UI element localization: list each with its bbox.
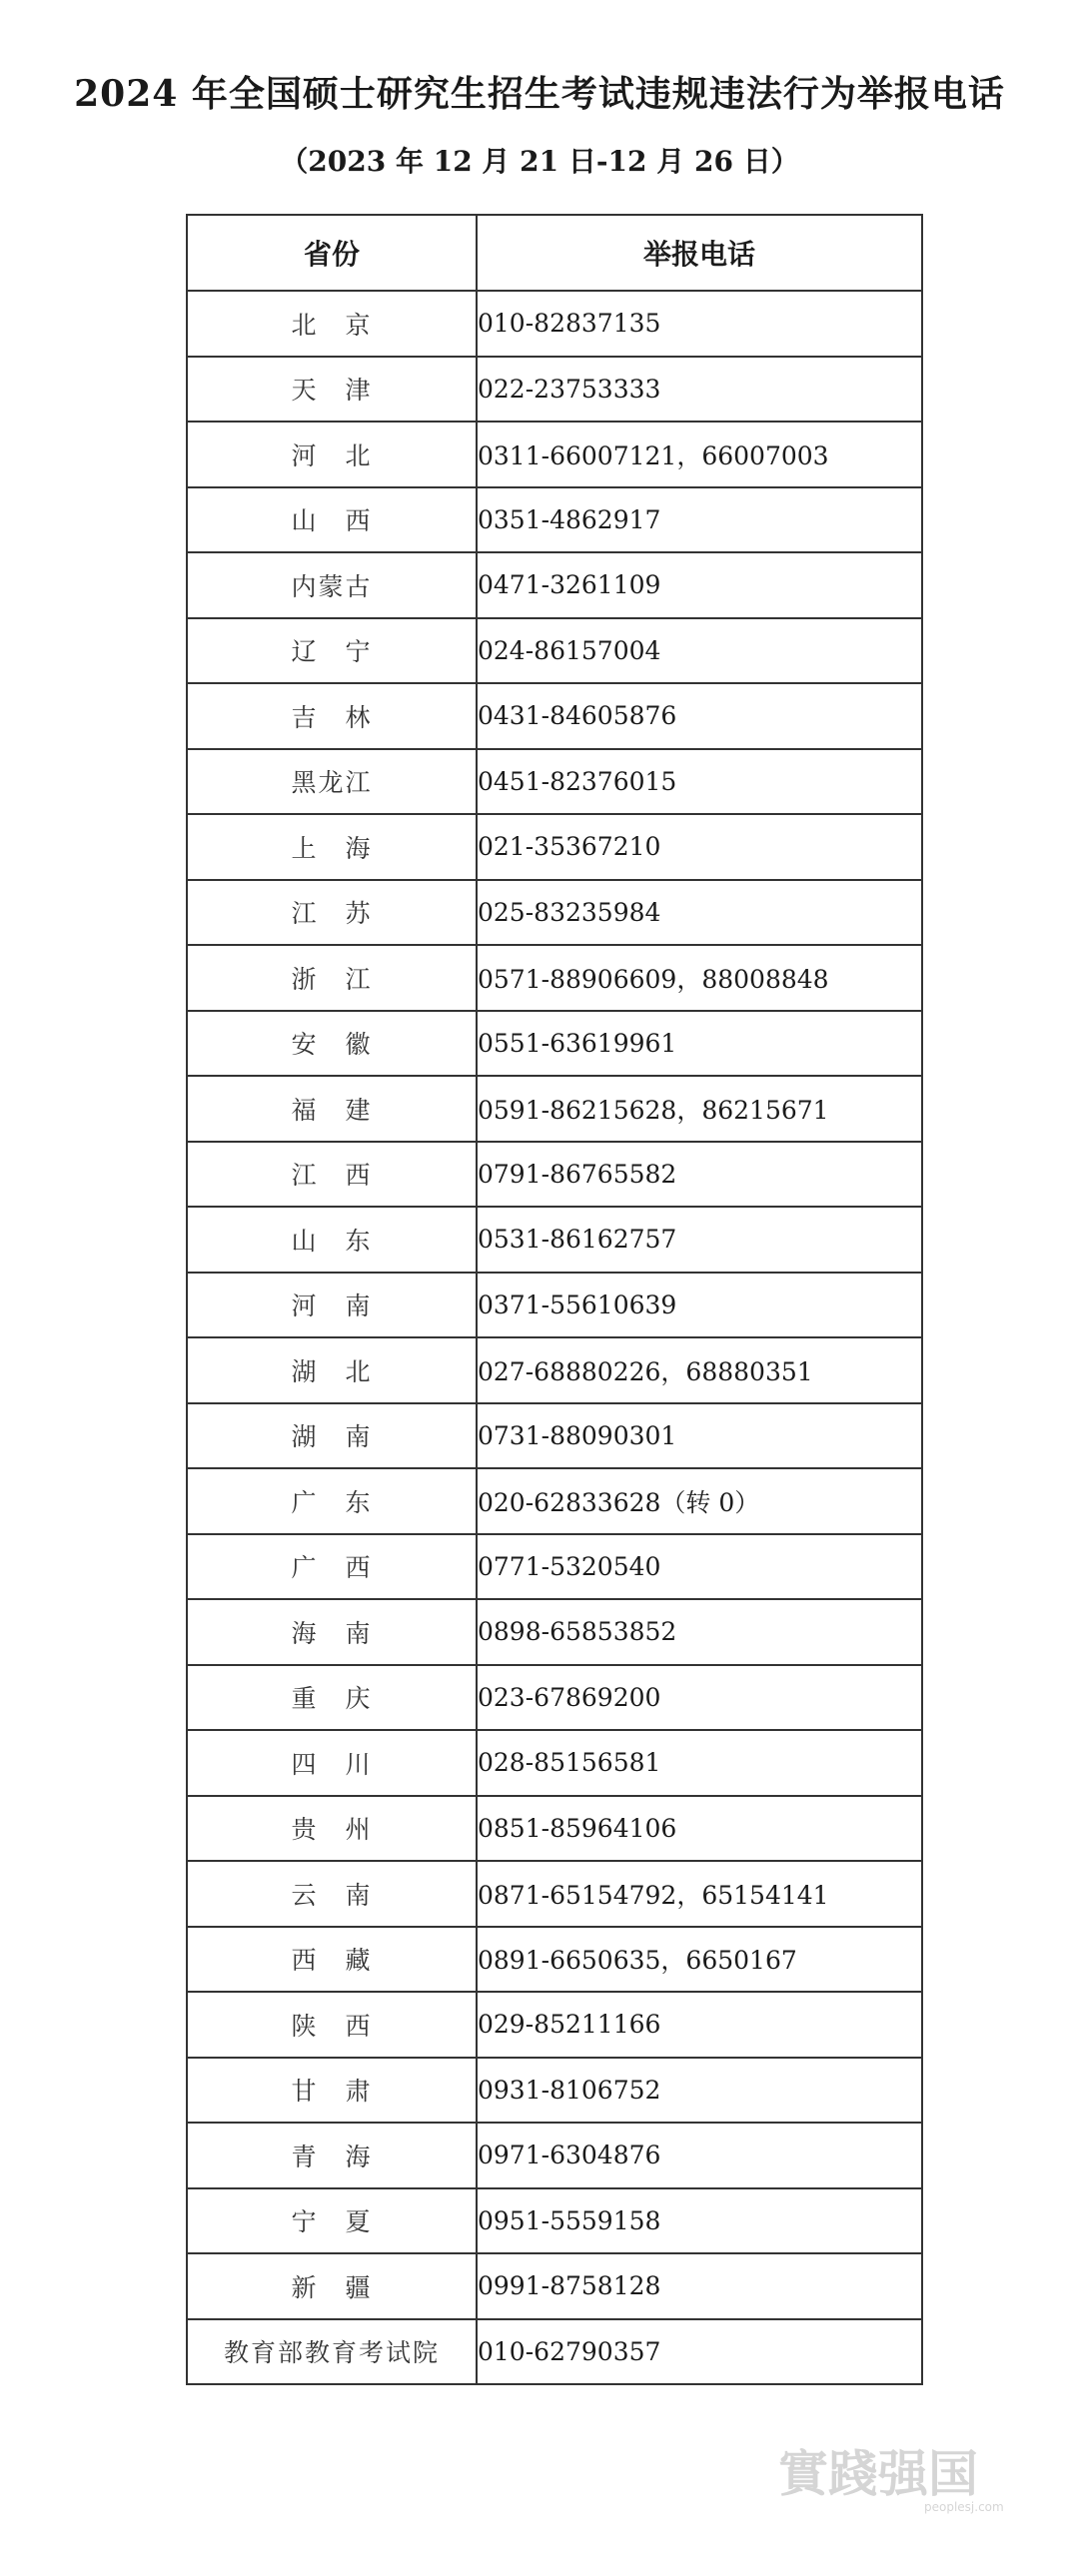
province-cell: 陕 西 xyxy=(187,1992,477,2058)
province-cell: 山 东 xyxy=(187,1207,477,1273)
table-row xyxy=(187,1665,922,1731)
date-range-subtitle: （2023 年 12 月 21 日-12 月 26 日） xyxy=(280,145,799,178)
province-cell: 湖 北 xyxy=(187,1337,477,1403)
table-row xyxy=(187,1534,922,1600)
province-cell: 吉 林 xyxy=(187,683,477,749)
phone-cell: 0731-88090301 xyxy=(477,1403,922,1469)
province-cell: 宁 夏 xyxy=(187,2188,477,2254)
province-cell: 内蒙古 xyxy=(187,552,477,618)
svg-text:peoplesj.com: peoplesj.com xyxy=(924,2500,1004,2514)
table-row xyxy=(187,1599,922,1665)
province-cell: 海 南 xyxy=(187,1599,477,1665)
table-row xyxy=(187,683,922,749)
table-row xyxy=(187,1207,922,1273)
province-cell: 新 疆 xyxy=(187,2253,477,2319)
phone-cell: 0951-5559158 xyxy=(477,2188,922,2254)
table-row xyxy=(187,814,922,880)
province-cell: 浙 江 xyxy=(187,945,477,1011)
province-cell: 江 苏 xyxy=(187,880,477,946)
table-row xyxy=(187,1468,922,1534)
phone-cell: 0371-55610639 xyxy=(477,1273,922,1338)
phone-cell: 010-62790357 xyxy=(477,2319,922,2385)
province-cell: 北 京 xyxy=(187,291,477,357)
table-row xyxy=(187,749,922,815)
table-row xyxy=(187,291,922,357)
province-cell: 教育部教育考试院 xyxy=(187,2319,477,2385)
table-row xyxy=(187,2058,922,2124)
province-cell: 辽 宁 xyxy=(187,618,477,684)
table-row xyxy=(187,552,922,618)
phone-cell: 0771-5320540 xyxy=(477,1534,922,1600)
phone-cell: 0931-8106752 xyxy=(477,2058,922,2124)
phone-cell: 021-35367210 xyxy=(477,814,922,880)
hotline-table xyxy=(186,214,923,2385)
phone-cell: 0451-82376015 xyxy=(477,749,922,815)
table-row xyxy=(187,1337,922,1403)
table-header-row xyxy=(187,215,922,291)
province-cell: 福 建 xyxy=(187,1076,477,1142)
page-title: 2024 年全国硕士研究生招生考试违规违法行为举报电话 xyxy=(74,73,1005,115)
phone-cell: 022-23753333 xyxy=(477,357,922,423)
province-cell: 江 西 xyxy=(187,1142,477,1208)
table-row xyxy=(187,2188,922,2254)
phone-cell: 024-86157004 xyxy=(477,618,922,684)
province-cell: 河 南 xyxy=(187,1273,477,1338)
table-row xyxy=(187,487,922,553)
province-cell: 广 西 xyxy=(187,1534,477,1600)
table-row xyxy=(187,1730,922,1796)
phone-cell: 0898-65853852 xyxy=(477,1599,922,1665)
province-cell: 四 川 xyxy=(187,1730,477,1796)
province-cell: 青 海 xyxy=(187,2123,477,2188)
table-row xyxy=(187,1403,922,1469)
table-row xyxy=(187,880,922,946)
table-row xyxy=(187,1011,922,1077)
phone-cell: 0891-6650635，6650167 xyxy=(477,1927,922,1993)
phone-cell: 0531-86162757 xyxy=(477,1207,922,1273)
province-cell: 上 海 xyxy=(187,814,477,880)
province-cell: 西 藏 xyxy=(187,1927,477,1993)
table-row xyxy=(187,2123,922,2188)
svg-text:實踐强国: 實踐强国 xyxy=(778,2444,978,2503)
phone-cell: 029-85211166 xyxy=(477,1992,922,2058)
phone-cell: 0971-6304876 xyxy=(477,2123,922,2188)
province-cell: 天 津 xyxy=(187,357,477,423)
phone-cell: 0551-63619961 xyxy=(477,1011,922,1077)
province-cell: 黑龙江 xyxy=(187,749,477,815)
phone-cell: 0571-88906609，88008848 xyxy=(477,945,922,1011)
phone-cell: 027-68880226，68880351 xyxy=(477,1337,922,1403)
table-body xyxy=(187,291,922,2384)
table-row xyxy=(187,357,922,423)
table-row xyxy=(187,945,922,1011)
phone-cell: 0871-65154792，65154141 xyxy=(477,1861,922,1927)
province-cell: 甘 肃 xyxy=(187,2058,477,2124)
phone-cell: 028-85156581 xyxy=(477,1730,922,1796)
phone-cell: 010-82837135 xyxy=(477,291,922,357)
table-row xyxy=(187,1076,922,1142)
province-cell: 广 东 xyxy=(187,1468,477,1534)
table-row xyxy=(187,1142,922,1208)
column-header-phone: 举报电话 xyxy=(477,215,922,291)
phone-cell: 0991-8758128 xyxy=(477,2253,922,2319)
table-row xyxy=(187,422,922,487)
table-row xyxy=(187,1861,922,1927)
watermark-logo xyxy=(774,2437,1014,2517)
table-row xyxy=(187,618,922,684)
table-row xyxy=(187,1927,922,1993)
phone-cell: 020-62833628（转 0） xyxy=(477,1468,922,1534)
province-cell: 安 徽 xyxy=(187,1011,477,1077)
table-row xyxy=(187,2319,922,2385)
province-cell: 贵 州 xyxy=(187,1796,477,1862)
phone-cell: 0591-86215628，86215671 xyxy=(477,1076,922,1142)
phone-cell: 0791-86765582 xyxy=(477,1142,922,1208)
column-header-province: 省份 xyxy=(187,215,477,291)
phone-cell: 0351-4862917 xyxy=(477,487,922,553)
phone-cell: 0851-85964106 xyxy=(477,1796,922,1862)
province-cell: 河 北 xyxy=(187,422,477,487)
phone-cell: 023-67869200 xyxy=(477,1665,922,1731)
province-cell: 云 南 xyxy=(187,1861,477,1927)
table-row xyxy=(187,1273,922,1338)
phone-cell: 0471-3261109 xyxy=(477,552,922,618)
province-cell: 重 庆 xyxy=(187,1665,477,1731)
table-row xyxy=(187,1992,922,2058)
table-row xyxy=(187,2253,922,2319)
province-cell: 湖 南 xyxy=(187,1403,477,1469)
phone-cell: 0311-66007121，66007003 xyxy=(477,422,922,487)
phone-cell: 0431-84605876 xyxy=(477,683,922,749)
table-row xyxy=(187,1796,922,1862)
watermark-logo-graphic xyxy=(774,2437,1014,2517)
phone-cell: 025-83235984 xyxy=(477,880,922,946)
province-cell: 山 西 xyxy=(187,487,477,553)
